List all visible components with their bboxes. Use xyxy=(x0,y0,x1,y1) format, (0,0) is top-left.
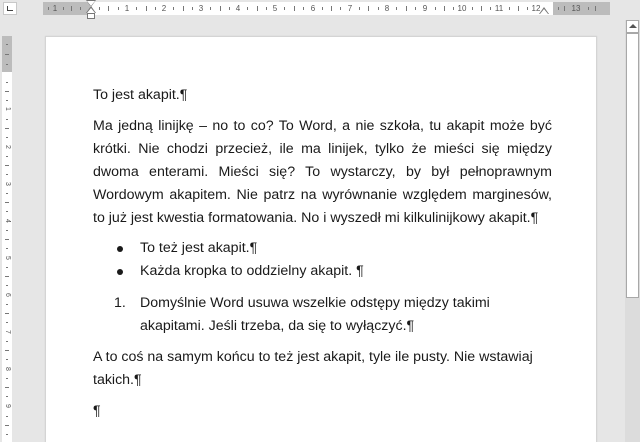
ruler-tick xyxy=(5,165,9,166)
ruler-tick xyxy=(220,6,221,11)
ruler-tick xyxy=(6,119,8,120)
ruler-tick xyxy=(406,6,407,11)
ruler-tick xyxy=(257,6,258,11)
scroll-up-arrow-icon xyxy=(629,24,637,28)
ruler-tick xyxy=(6,378,8,379)
ruler-tick xyxy=(173,7,174,10)
ruler-tick xyxy=(435,7,436,10)
ruler-tick xyxy=(6,193,8,194)
document-body[interactable] xyxy=(93,84,552,423)
bullet-icon xyxy=(117,246,123,252)
ruler-tick xyxy=(6,304,8,305)
ruler-number: 7 xyxy=(4,330,11,334)
ruler-tick xyxy=(5,387,9,388)
ruler-tick xyxy=(527,7,528,10)
pilcrow-mark: ¶ xyxy=(356,263,364,279)
ruler-tick xyxy=(6,396,8,397)
vertical-scrollbar[interactable] xyxy=(625,20,640,442)
ruler-number: 6 xyxy=(310,4,316,13)
list-item[interactable] xyxy=(93,237,552,260)
pilcrow-mark: ¶ xyxy=(249,240,258,256)
ruler-tick xyxy=(5,276,9,277)
ruler-number: 9 xyxy=(4,404,11,408)
ruler-tick xyxy=(6,230,8,231)
ruler-number: 5 xyxy=(272,4,278,13)
ruler-tick xyxy=(444,6,445,11)
ruler-tick xyxy=(6,44,8,45)
pilcrow-mark: ¶ xyxy=(530,210,539,226)
ruler-tick xyxy=(481,6,482,11)
paragraph-text: A to coś na samym końcu to też jest akapit, tyle ile pusty. Nie wstawiaj takich. xyxy=(93,349,533,388)
horizontal-ruler-bar xyxy=(0,0,640,20)
ruler-tick xyxy=(6,137,8,138)
ruler-tick xyxy=(294,6,295,11)
ruler-number: 6 xyxy=(4,293,11,297)
list-number: 1. xyxy=(114,295,126,311)
paragraph[interactable] xyxy=(93,346,552,392)
ruler-tick xyxy=(80,7,81,10)
ruler-tick xyxy=(5,91,9,92)
vertical-ruler[interactable] xyxy=(2,36,12,442)
ruler-tick xyxy=(6,100,8,101)
bullet-list xyxy=(93,237,552,283)
document-page[interactable] xyxy=(45,36,597,442)
ruler-tick xyxy=(5,239,9,240)
ruler-tick xyxy=(183,6,184,11)
ruler-tick xyxy=(378,7,379,10)
ruler-number: 3 xyxy=(198,4,204,13)
tab-selector-button[interactable] xyxy=(3,2,17,15)
left-margin-area xyxy=(43,2,90,15)
ruler-tick xyxy=(322,7,323,10)
ruler-number: 9 xyxy=(422,4,428,13)
ruler-tick xyxy=(509,7,510,10)
ruler-tick xyxy=(6,322,8,323)
ruler-tick xyxy=(6,416,8,417)
scrollbar-thumb[interactable] xyxy=(626,33,639,298)
ruler-tick xyxy=(595,6,596,11)
ruler-number: 5 xyxy=(4,256,11,260)
scroll-up-button[interactable] xyxy=(626,20,639,33)
pilcrow-mark: ¶ xyxy=(179,87,188,103)
ruler-tick xyxy=(588,7,589,10)
ruler-tick xyxy=(340,7,341,10)
list-item[interactable] xyxy=(93,260,552,283)
ruler-tick xyxy=(6,248,8,249)
ruler-tick xyxy=(6,82,8,83)
ruler-number: 12 xyxy=(531,4,541,13)
ruler-tick xyxy=(5,128,9,129)
ruler-tick xyxy=(6,64,8,65)
ruler-tick xyxy=(6,156,8,157)
ruler-tick xyxy=(6,285,8,286)
ruler-number: 2 xyxy=(161,4,167,13)
list-item-text: Domyślnie Word usuwa wszelkie odstępy między takimi akapitami. Jeśli trzeba, da się to wyłączyć. xyxy=(140,295,490,334)
ruler-tick xyxy=(63,7,64,10)
ruler-tick xyxy=(558,7,559,10)
ruler-tick xyxy=(564,6,565,11)
list-item-text: Każda kropka to oddzielny akapit. xyxy=(140,263,357,279)
pilcrow-mark: ¶ xyxy=(406,318,415,334)
ruler-tick xyxy=(146,6,147,11)
ruler-number: 3 xyxy=(4,182,11,186)
ruler-tick xyxy=(453,7,454,10)
right-indent-fill xyxy=(540,9,548,14)
ruler-number: 7 xyxy=(347,4,353,13)
ruler-number: 1 xyxy=(124,4,130,13)
list-item-text: To też jest akapit. xyxy=(140,240,250,256)
ruler-tick xyxy=(284,7,285,10)
empty-paragraph[interactable] xyxy=(93,400,552,423)
ruler-tick xyxy=(48,7,49,10)
ruler-number: 4 xyxy=(4,219,11,223)
ruler-tick xyxy=(99,7,100,10)
ruler-tick xyxy=(192,7,193,10)
ruler-tick xyxy=(5,425,9,426)
left-indent-marker[interactable] xyxy=(87,0,95,20)
ruler-tick xyxy=(6,359,8,360)
ruler-number: 8 xyxy=(4,367,11,371)
ruler-tick xyxy=(5,54,9,55)
ruler-tick xyxy=(368,6,369,11)
ruler-tick xyxy=(155,7,156,10)
pilcrow-mark: ¶ xyxy=(134,372,142,388)
horizontal-ruler[interactable] xyxy=(43,2,610,15)
ruler-tick xyxy=(6,341,8,342)
bullet-icon xyxy=(117,269,123,275)
ruler-tick xyxy=(266,7,267,10)
ruler-number: 2 xyxy=(4,145,11,149)
ruler-tick xyxy=(518,6,519,11)
right-margin-area xyxy=(553,2,610,15)
ruler-tick xyxy=(6,174,8,175)
ruler-tick xyxy=(396,7,397,10)
ruler-tick xyxy=(247,7,248,10)
ruler-tick xyxy=(6,211,8,212)
paragraph[interactable] xyxy=(93,115,552,230)
ruler-tick xyxy=(331,6,332,11)
ruler-tick xyxy=(71,6,72,11)
ruler-tick xyxy=(6,434,8,435)
left-tab-icon xyxy=(7,6,13,11)
ruler-tick xyxy=(490,7,491,10)
ruler-tick xyxy=(303,7,304,10)
ruler-tick xyxy=(415,7,416,10)
ruler-tick xyxy=(5,313,9,314)
numbered-list xyxy=(93,292,552,338)
ruler-tick xyxy=(6,267,8,268)
ruler-tick xyxy=(136,7,137,10)
paragraph-text: To jest akapit. xyxy=(93,87,180,103)
ruler-number: 11 xyxy=(494,4,504,13)
list-item[interactable] xyxy=(93,292,552,338)
ruler-tick xyxy=(5,202,9,203)
ruler-number: 8 xyxy=(384,4,390,13)
ruler-number: 4 xyxy=(235,4,241,13)
paragraph-text: Ma jedną linijkę – no to co? To Word, a nie szkoła, tu akapit może być krótki. Nie chodzi przecież, ile ma linijek, tylko że mieści się między dwoma enterami. Mieści się? To wystarczy, by był pełnoprawnym Wordowym akapitem. Nie patrz na wyrównanie względem marginesów, to już jest kwestia formatowania. No i wyszedł mi kilkulinijkowy akapit. xyxy=(93,118,552,226)
ruler-tick xyxy=(108,6,109,11)
ruler-tick xyxy=(118,7,119,10)
left-indent-box-icon[interactable] xyxy=(87,13,95,19)
ruler-tick xyxy=(5,350,9,351)
ruler-number: 1 xyxy=(52,4,58,13)
ruler-tick xyxy=(210,7,211,10)
paragraph[interactable] xyxy=(93,84,552,107)
ruler-number: 10 xyxy=(457,4,467,13)
ruler-number: 13 xyxy=(571,4,581,13)
ruler-tick xyxy=(472,7,473,10)
ruler-tick xyxy=(229,7,230,10)
pilcrow-mark: ¶ xyxy=(93,403,101,419)
ruler-number: 1 xyxy=(4,107,11,111)
ruler-tick xyxy=(359,7,360,10)
